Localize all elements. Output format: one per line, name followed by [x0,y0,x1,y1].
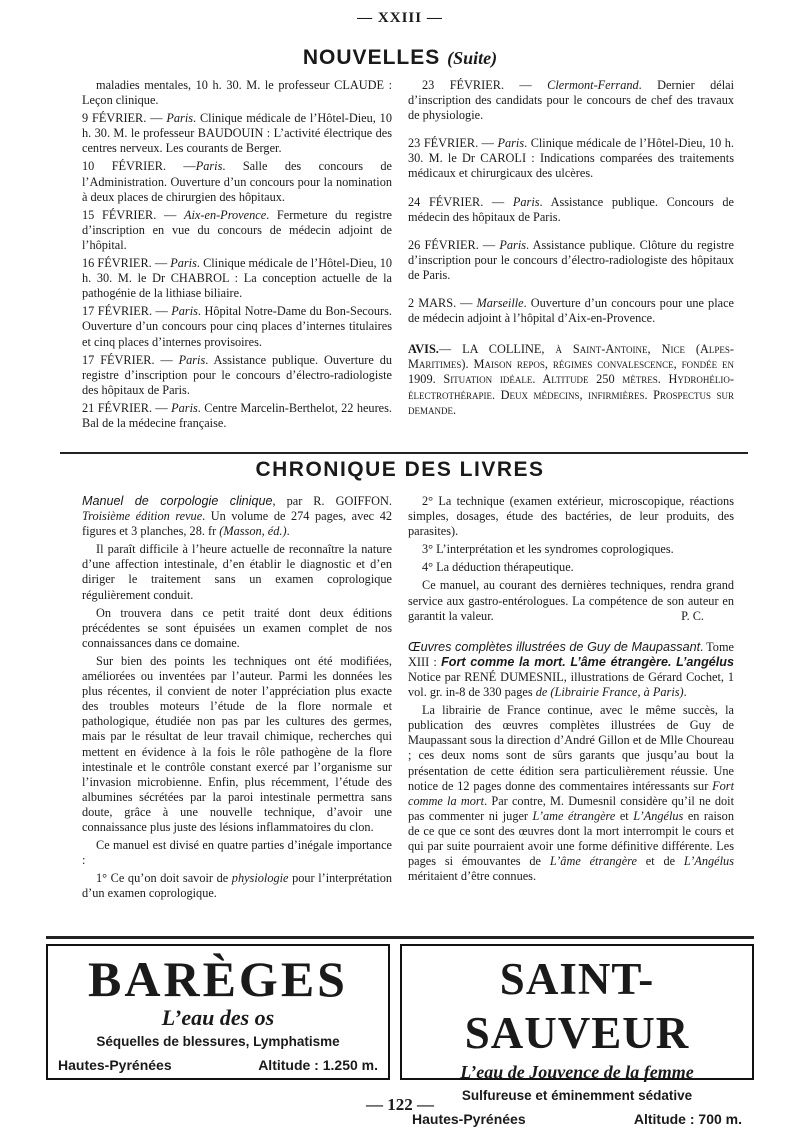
news-item-text: . Hôpital Notre-Dame du Bon-Secours. Ouverture d’un concours pour cinq places d’internes titulaires et cinq places d’internes provisoires. [82,304,393,349]
news-item-sep: . — [148,256,171,271]
book1-part-1 [82,871,392,901]
book2-heading [408,640,734,700]
news-item-place: Marseille [476,296,524,311]
ad-bareges-name: BARÈGES [88,951,348,1007]
news-item-sep: . — [149,304,172,319]
news-item-place: Paris [178,352,206,367]
nouvelles-left-column [82,78,392,434]
nouvelles-title-suffix: (Suite) [447,48,498,68]
book1-author: , par R. GOIFFON. [272,494,392,508]
news-item [408,78,734,123]
book1-part-3: 3° L’interprétation et les syndromes coprologiques. [422,542,674,557]
news-item [82,111,392,156]
news-item-date: FÉVRIER [102,207,154,222]
news-item-date: FÉVRIER [423,136,476,151]
book1-part-4: 4° La déduction thérapeutique. [422,560,574,575]
news-item-date: FÉVRIER [97,256,149,271]
ad-bareges [46,944,390,1080]
news-item-pre: 15 [82,207,102,222]
header-page-roman: — XXIII — [357,10,443,26]
book1-title: Manuel de corpologie clinique [82,494,273,508]
news-item-date: MARS [418,296,454,311]
avis-label: AVIS. [408,342,439,357]
book2-italic-1: Fort comme la mort [408,778,734,808]
news-item-sep: . — [153,207,184,222]
news-item [82,353,392,398]
news-item-sep: . — [475,237,500,252]
news-item-place: Paris [171,400,198,415]
ad-bareges-desc: Séquelles de blessures, Lymphatisme [96,1034,340,1049]
news-item-place: Paris [512,194,540,209]
news-item-place: Paris [497,136,525,151]
news-item-text: . Fermeture du registre d’inscription en vue du concours de médecin adjoint de l’hôpital. [82,207,392,252]
book2-text-1: La librairie de France continue, avec le même succès, la publication des œuvres complètes illustrées de Guy de Maupassant sous la direction d’André Gillon et de Mlle Choureau ; ces deux noms sont de sûrs garants que jusqu’au bout la présentation de cette édition sera particulièrement réussie. Une notice de 12 pages donne des commentaires intéressants sur [408,703,734,793]
news-item [82,304,392,349]
news-item-date: FÉVRIER [424,237,476,252]
ad-bareges-tagline: L’eau des os [161,1005,275,1030]
ad-bareges-region: Hautes-Pyrénées [58,1057,172,1073]
news-item-pre: 24 [408,194,429,209]
news-item-text: . Centre Marcelin-Berthelot, 22 heures. Bal de la médecine française. [82,400,392,430]
book2-italic-2: L’ame étrangère [532,808,616,823]
news-item-pre: 17 [82,352,101,367]
news-item [408,136,734,181]
news-item-date: FÉVRIER [97,304,149,319]
section-divider [60,452,748,454]
book2-text-5: et de [636,854,684,869]
news-item-text: . Clinique médicale de l’Hôtel-Dieu, 10 h. 30. M. le Dr CHABROL : La conception actuelle de la pathogénie de la lithiase biliaire. [82,256,392,301]
news-item-pre: 23 [422,78,450,92]
news-item-place: Paris [171,304,198,319]
news-item-pre: 17 [82,304,98,319]
news-item-date: FÉVRIER [449,78,501,92]
book1-part-2: 2° La technique (examen extérieur, microscopique, réactions simples, dosages, étude des bactéries, de leur produits, des parasites). [408,494,734,539]
book2-heading-end: . [683,685,687,700]
book1-details: . Un volume de 274 pages, avec 42 figures et 3 planches, 28. fr [82,509,392,539]
book1-part-1-a: 1° Ce qu’on doit savoir de [96,871,232,886]
book2-italic-3: L’Angélus [633,808,684,823]
book1-conclusion [408,578,734,623]
book1-signature: P. C. [681,608,704,623]
book1-conclusion-text: Ce manuel, au courant des dernières techniques, rendra grand service aux gastro-entérologues. La compétence de son auteur en garantit la valeur. [408,578,734,623]
news-item-place: Paris [166,111,194,126]
ad-saint-sauveur-altitude: Altitude : 700 m. [633,1111,742,1127]
footer-page-number: — 122 — [366,1095,434,1114]
chronique-title: CHRONIQUE DES LIVRES [255,458,545,481]
nouvelles-right-column [408,78,734,421]
news-item-sep: . — [475,136,498,151]
news-item-sep: . — [162,159,196,174]
news-item-place: Clermont-Ferrand [547,78,639,92]
news-item [82,256,392,301]
news-item-date: FÉVRIER [100,352,152,367]
nouvelles-title: NOUVELLES [302,46,441,69]
news-item-text: maladies mentales, 10 h. 30. M. le professeur CLAUDE : Leçon clinique. [82,78,392,108]
news-item-sep: . — [143,111,167,126]
ad-bareges-footer [48,1057,388,1073]
section-title-nouvelles [0,46,800,70]
news-item-sep: . — [500,78,548,92]
book1-part-1-i: physiologie [231,871,289,886]
book2-notice: Notice par RENÉ DUMESNIL, illustrations de Gérard Cochet, 1 vol. gr. in-8 de 330 pages [408,669,734,700]
ad-bareges-altitude: Altitude : 1.250 m. [258,1057,378,1073]
ad-saint-sauveur-desc: Sulfureuse et éminemment sédative [461,1088,693,1103]
ads-divider [46,936,754,939]
news-item-date: FÉVRIER [428,194,481,209]
news-item-place: Paris [170,256,197,271]
book2-title: Œuvres complètes illustrées de Guy de Maupassant [408,639,701,654]
book2-text-2: . Par contre, M. Dumesnil considère qu’il ne doit pas commenter ni juger [408,793,734,823]
book1-publisher: (Masson, éd.) [219,524,287,539]
news-item-sep: . — [148,400,172,415]
book1-paragraph: Ce manuel est divisé en quatre parties d’inégale importance : [82,838,392,868]
news-item-pre: 26 [408,237,425,252]
news-item [82,208,392,253]
book2-text-6: méritaient d’être connues. [408,869,537,884]
news-item [408,195,734,225]
news-item-sep: . — [453,296,477,311]
news-item-text: . Ouverture d’un concours pour une place de médecin adjoint à l’hôpital d’Aix-en-Provence. [408,296,734,326]
news-item-date: FÉVRIER [92,111,144,126]
book1-paragraph: On trouvera dans ce petit traité dont deux éditions précédentes se sont épuisées un examen complet de nos connaissances dans ce domaine. [82,605,392,650]
news-item [82,401,392,431]
news-item-date: FÉVRIER [97,400,149,415]
news-item-place: Paris [195,159,223,174]
book2-subtitle: Fort comme la mort. L’âme étrangère. L’angélus [441,654,734,669]
news-item-text: . Assistance publique. Concours de médecin des hôpitaux de Paris. [408,194,734,224]
news-item [408,296,734,326]
news-item-text: . Clinique médicale de l’Hôtel-Dieu, 10 h. 30. M. le professeur BAUDOUIN : L’activité électrique des centres nerveux. Les courants de Berger. [82,111,392,156]
chronique-right-column [408,494,734,887]
news-item-sep: . — [151,352,179,367]
ad-saint-sauveur-region: Hautes-Pyrénées [412,1111,526,1127]
news-item [82,159,392,204]
book1-heading [82,494,392,539]
news-item-pre: 23 [408,136,424,151]
book2-text-4: en raison de ce que ce sont des œuvres dont la mort interrompit le cours et qui par suite pourraient avoir une forme définitive différente. Les pages si émouvantes de [408,808,734,869]
book2-tome: . Tome XIII : [408,639,734,669]
ad-saint-sauveur-name: SAINT-SAUVEUR [464,954,690,1058]
book1-paragraph: Sur bien des points les techniques ont été modifiées, améliorées ou inventées par l’auteur. Parmi les données les plus récentes, il convient de noter l’appréciation plus exacte des troubles moteurs l’étude de la flore normale et pathologique, étudiée non pas par les cultures des germes, mais par le résultat de leur travail chimique, recherches qui mettent en évidence à la fois le rôle pathogène de la flore intestinale et le contrôle constant exercé par l’organisme sur l’invasion microbienne. Enfin, plus récemment, l’étude des albumines sécrétées par la paroi intestinale permettra sans doute, grâce à une nouvelle technique, d’avoir une connaissance plus juste des lésions inflammatoires du clon. [82,653,392,834]
news-item-place: Aix-en-Provence [184,207,267,222]
news-item [408,238,734,283]
book2-paragraph [408,703,734,884]
chronique-left-column [82,494,392,904]
news-item [82,78,392,108]
news-item-text: . Assistance publique. Ouverture du registre d’inscription pour le concours d’électro-radiologiste des hôpitaux de Paris. [82,352,392,397]
news-item-text: . Salle des concours de l’Administration. Ouverture d’un concours pour la nomination à deux places de chirurgien des hôpitaux. [82,159,392,204]
book2-italic-4: L’âme étrangère [549,854,637,869]
news-item-text: . Clinique médicale de l’Hôtel-Dieu, 10 h. 30. M. le Dr CAROLI : Indications comparées des traitements médicaux et chirurgicaux des ulcères. [408,136,734,181]
news-item-pre: 21 [82,400,98,415]
book1-part-1-b: pour l’interprétation d’un examen coprologique. [82,871,392,901]
news-item-pre: 2 [408,296,419,311]
news-item-place: Paris [499,237,527,252]
news-item-pre: 16 [82,256,98,271]
news-item-sep: . — [480,194,513,209]
news-item-text: . Dernier délai d’inscription des candidats pour le concours de chef des travaux de physiologie. [408,78,734,123]
book2-publisher: de (Librairie France, à Paris) [535,685,684,700]
book2-italic-5: L’Angélus [683,854,734,869]
news-item-pre: 9 [82,111,93,126]
news-item-date: FÉVRIER [111,159,163,174]
news-item-text: . Assistance publique. Clôture du registre d’inscription pour le concours d’électro-radiologiste des hôpitaux de Paris. [408,237,734,282]
book1-edition: Troisième édition revue [82,509,203,524]
news-item-pre: 10 [82,159,112,174]
book1-paragraph: Il paraît difficile à l’heure actuelle de reconnaître la nature d’une affection intestinale, d’en établir le diagnostic et d’en diriger le traitement sans un examen coprologique régulièrement conduit. [82,542,392,602]
book2-text-3: et [615,808,634,823]
avis-text: — LA COLLINE, à Saint-Antoine, Nice (Alpes-Maritimes). Maison repos, régimes convalescence, fondée en 1909. Situation idéale. Altitude 250 mètres. Hydrohélio-électrothérapie. Deux médecins, infirmières. Prospectus sur demande. [408,342,734,417]
avis-paragraph [408,342,734,417]
book1-heading-end: . [286,524,290,539]
ad-saint-sauveur-tagline: L’eau de Jouvence de la femme [460,1062,694,1082]
